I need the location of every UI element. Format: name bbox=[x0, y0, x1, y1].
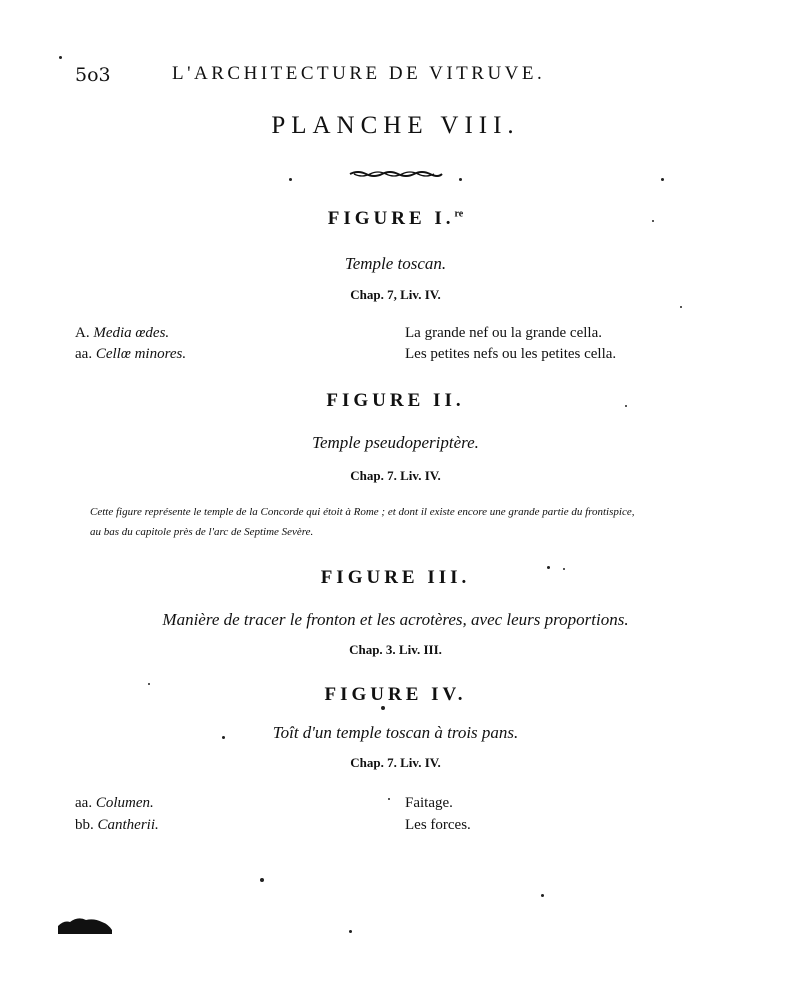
legend-key: A. bbox=[75, 325, 90, 341]
legend-key: aa. bbox=[75, 346, 93, 362]
speck-mark bbox=[148, 683, 150, 685]
speck-mark bbox=[652, 220, 654, 222]
speck-mark bbox=[381, 706, 385, 710]
speck-mark bbox=[222, 736, 225, 739]
figure-3-chapter: Chap. 3. Liv. III. bbox=[349, 642, 442, 657]
figure-1-chapter: Chap. 7, Liv. IV. bbox=[350, 287, 441, 302]
figure-1-subtitle: Temple toscan. bbox=[344, 254, 447, 273]
figure-4-legend-french-2: Les forces. bbox=[405, 817, 471, 833]
speck-mark bbox=[59, 56, 62, 59]
figure-1-legend-key-1 bbox=[75, 325, 169, 342]
figure-3-subtitle: Manière de tracer le fronton et les acrotères, avec leurs proportions. bbox=[162, 610, 629, 629]
page-number: 5o3 bbox=[75, 64, 111, 86]
figure-4-legend-french-1: Faitage. bbox=[405, 795, 453, 811]
figure-4-legend-key-2 bbox=[75, 817, 159, 834]
legend-latin: Media œdes. bbox=[93, 325, 170, 341]
speck-mark bbox=[625, 405, 627, 407]
plate-title: PLANCHE VIII. bbox=[271, 112, 520, 139]
speck-mark bbox=[388, 798, 390, 800]
ink-blot-mark bbox=[58, 912, 114, 934]
figure-1-legend-french-1: La grande nef ou la grande cella. bbox=[405, 325, 602, 341]
speck-mark bbox=[459, 178, 462, 181]
legend-key: aa. bbox=[75, 795, 93, 811]
speck-mark bbox=[289, 178, 292, 181]
legend-latin: Columen. bbox=[95, 795, 154, 811]
legend-latin: Cellœ minores. bbox=[95, 346, 187, 362]
figure-4-legend-key-1 bbox=[75, 795, 154, 812]
figure-2-chapter: Chap. 7. Liv. IV. bbox=[350, 468, 441, 483]
legend-key: bb. bbox=[75, 817, 94, 833]
running-title: L'ARCHITECTURE DE VITRUVE. bbox=[172, 63, 546, 84]
figure-1-legend-french-2: Les petites nefs ou les petites cella. bbox=[405, 346, 617, 362]
figure-1-title bbox=[0, 208, 791, 230]
speck-mark bbox=[260, 878, 264, 882]
figure-4-subtitle: Toît d'un temple toscan à trois pans. bbox=[272, 723, 519, 742]
figure-2-subtitle: Temple pseudoperiptère. bbox=[312, 433, 479, 452]
figure-2-title: FIGURE II. bbox=[326, 390, 465, 411]
speck-mark bbox=[349, 930, 352, 933]
figure-4-chapter: Chap. 7. Liv. IV. bbox=[350, 755, 441, 770]
ornament-divider bbox=[348, 168, 444, 180]
figure-2-note-line-2: au bas du capitole près de l'arc de Septime Sevère. bbox=[90, 526, 314, 538]
speck-mark bbox=[541, 894, 544, 897]
speck-mark bbox=[680, 306, 682, 308]
figure-4-title: FIGURE IV. bbox=[324, 684, 467, 705]
figure-1-title-sup: re bbox=[454, 208, 464, 220]
speck-mark bbox=[563, 568, 565, 570]
figure-2-note-line-1: Cette figure représente le temple de la Concorde qui étoit à Rome ; et dont il existe encore une grande partie du frontispice, bbox=[90, 506, 635, 518]
figure-3-title: FIGURE III. bbox=[320, 567, 471, 588]
figure-1-title-text: FIGURE I. bbox=[327, 208, 455, 229]
figure-1-legend-key-2 bbox=[75, 346, 186, 363]
speck-mark bbox=[661, 178, 664, 181]
legend-latin: Cantherii. bbox=[97, 817, 159, 833]
speck-mark bbox=[547, 566, 550, 569]
